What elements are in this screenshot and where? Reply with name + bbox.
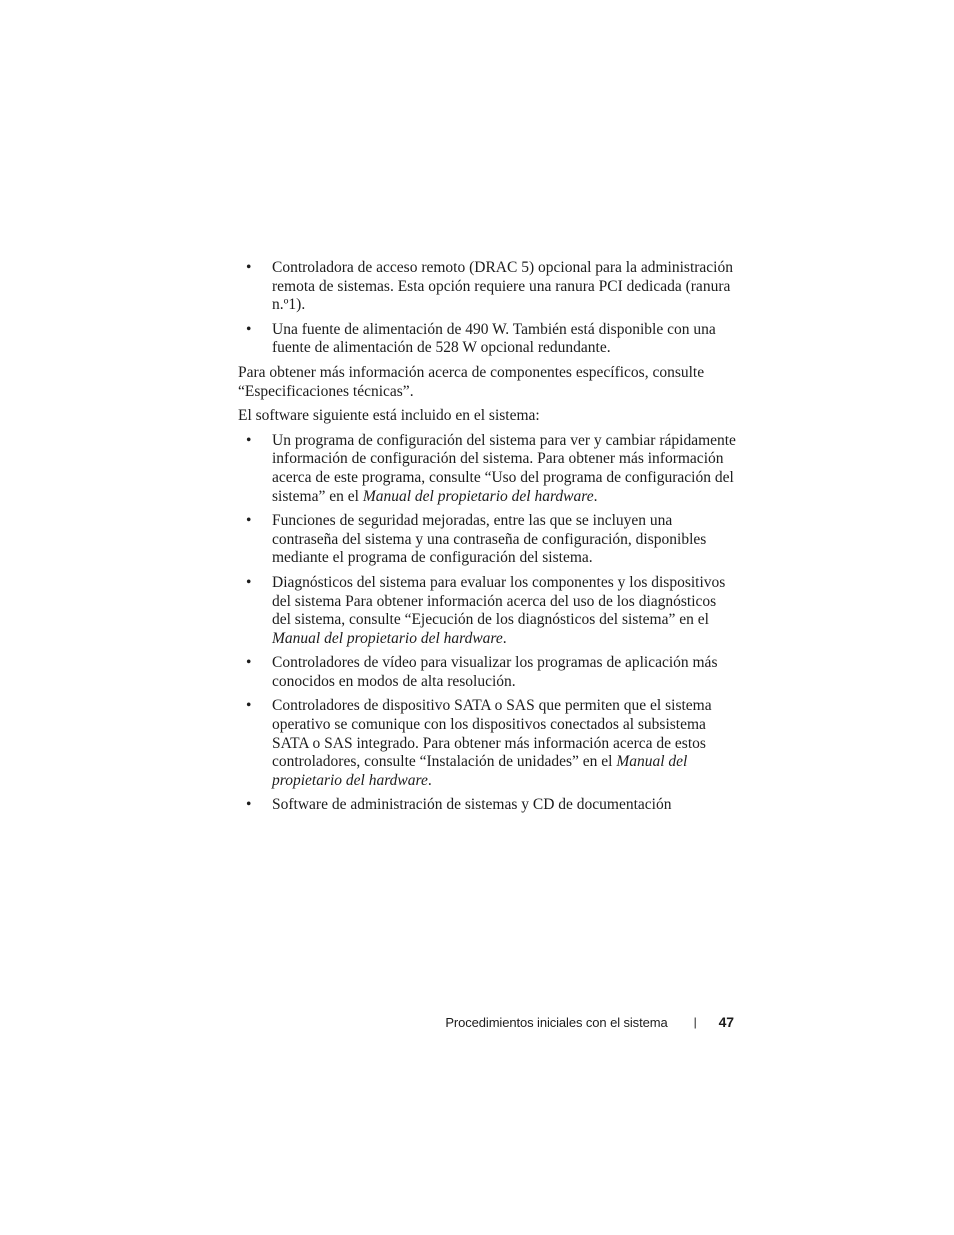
page-footer [445, 1014, 734, 1030]
footer-separator: | [693, 1015, 697, 1029]
footer-section-title: Procedimientos iniciales con el sistema [445, 1014, 668, 1030]
manual-title-emphasis: Manual del propietario del hardware [272, 629, 503, 647]
bullet-icon: • [246, 320, 252, 338]
bullet-icon: • [246, 697, 252, 715]
list-item-punctuation: . [593, 487, 598, 505]
list-item [238, 512, 738, 568]
manual-title-emphasis: Manual del propietario del hardware [272, 753, 688, 789]
page-body [238, 259, 738, 815]
list-item [238, 697, 738, 790]
list-item-text: Una fuente de alimentación de 490 W. También está disponible con una fuente de alimentación de 528 W opcional redundante. [272, 320, 716, 357]
list-item-punctuation: . [427, 771, 432, 789]
bullet-icon: • [246, 573, 252, 591]
bullet-icon: • [246, 512, 252, 530]
list-item [238, 654, 738, 691]
specs-reference-paragraph: Para obtener más información acerca de componentes específicos, consulte “Especificaciones técnicas”. [238, 363, 705, 400]
bullet-icon: • [246, 259, 252, 276]
list-item-text: Software de administración de sistemas y CD de documentación [272, 796, 672, 814]
list-item [238, 259, 738, 315]
list-item-text: Controladores de dispositivo SATA o SAS que permiten que el sistema operativo se comunique con los dispositivos conectados al subsistema SATA o SAS integrado. Para obtener más información acerca de estos controladores, consulte “Instalación de unidades” en el [272, 697, 712, 771]
manual-title-emphasis: Manual del propietario del hardware [362, 487, 594, 505]
bullet-icon: • [246, 431, 252, 449]
list-item-text: Diagnósticos del sistema para evaluar los componentes y los dispositivos del sistema Para obtener información acerca del uso de los diagnósticos del sistema, consulte “Ejecución de los diagnósticos del sistema” en el [272, 573, 726, 629]
bullet-icon: • [246, 796, 252, 814]
software-intro-paragraph: El software siguiente está incluido en el sistema: [238, 407, 540, 425]
list-item-text: Un programa de configuración del sistema para ver y cambiar rápidamente información de configuración del sistema. Para obtener más información acerca de este programa, consulte “Uso del programa de configuración del sistema” en el [272, 431, 736, 505]
list-item-punctuation: . [502, 629, 507, 647]
list-item [238, 321, 738, 358]
page-number: 47 [718, 1014, 734, 1030]
list-item [238, 796, 738, 815]
software-feature-list [238, 432, 738, 815]
list-item-text: Controladora de acceso remoto (DRAC 5) opcional para la administración remota de sistemas. Esta opción requiere una ranura PCI dedicada (ranura n.º1). [272, 259, 733, 314]
list-item-text: Funciones de seguridad mejoradas, entre las que se incluyen una contraseña del sistema y una contraseña de configuración, disponibles mediante el programa de configuración del sistema. [272, 512, 707, 567]
list-item [238, 432, 738, 506]
list-item [238, 574, 738, 648]
hardware-feature-list [238, 259, 738, 358]
bullet-icon: • [246, 654, 252, 672]
list-item-text: Controladores de vídeo para visualizar los programas de aplicación más conocidos en modos de alta resolución. [272, 654, 718, 690]
